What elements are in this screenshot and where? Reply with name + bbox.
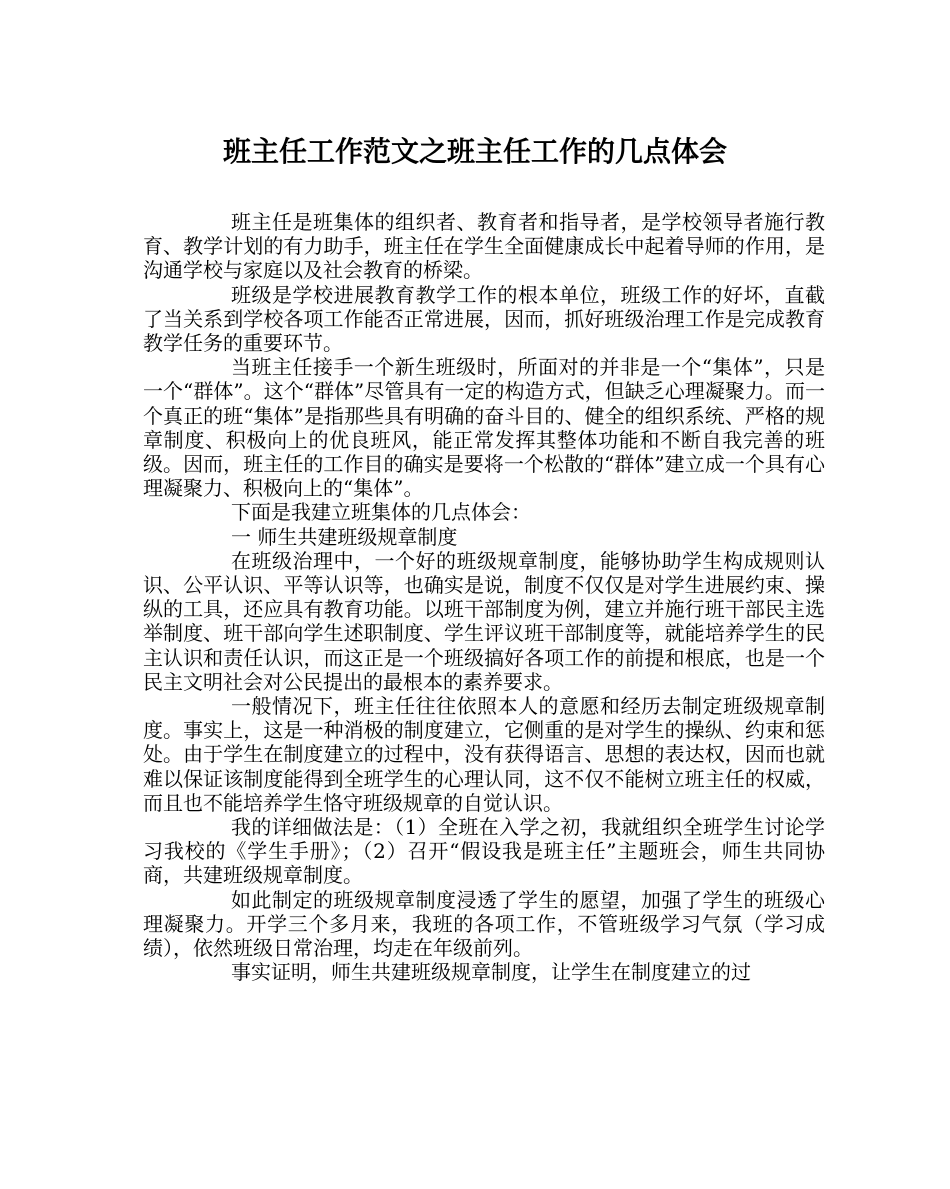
section-heading: 一 师生共建班级规章制度 [231,524,458,549]
document-title: 班主任工作范文之班主任工作的几点体会 [222,135,727,168]
paragraph: 一般情况下，班主任往往依照本人的意愿和经历去制定班级规章制度。事实上，这是一种消极的制度建立，它侧重的是对学生的操纵、约束和惩处。由于学生在制度建立的过程中，没有获得语言、思想的表达权，因而也就难以保证该制度能得到全班学生的心理认同，这不仅不能树立班主任的权威，而且也不能培养学生恪守班级规章的自觉认识。 [143,694,825,815]
paragraph: 在班级治理中，一个好的班级规章制度，能够协助学生构成规则认识、公平认识、平等认识等，也确实是说，制度不仅仅是对学生进展约束、操纵的工具，还应具有教育功能。以班干部制度为例，建立并施行班干部民主选举制度、班干部向学生述职制度、学生评议班干部制度等，就能培养学生的民主认识和责任认识，而这正是一个班级搞好各项工作的前提和根底，也是一个民主文明社会对公民提出的最根本的素养要求。 [143,548,825,694]
paragraph: 如此制定的班级规章制度浸透了学生的愿望，加强了学生的班级心理凝聚力。开学三个多月来，我班的各项工作，不管班级学习气氛（学习成绩），依然班级日常治理，均走在年级前列。 [143,887,825,961]
paragraph: 当班主任接手一个新生班级时，所面对的并非是一个“集体”，只是一个“群体”。这个“群体”尽管具有一定的构造方式，但缺乏心理凝聚力。而一个真正的班“集体”是指那些具有明确的奋斗目的、健全的组织系统、严格的规章制度、积极向上的优良班风，能正常发挥其整体功能和不断自我完善的班级。因而，班主任的工作目的确实是要将一个松散的“群体”建立成一个具有心理凝聚力、积极向上的“集体”。 [143,355,825,501]
document-body [143,210,825,985]
paragraph: 班级是学校进展教育教学工作的根本单位，班级工作的好坏，直截了当关系到学校各项工作能否正常进展，因而，抓好班级治理工作是完成教育教学任务的重要环节。 [143,282,825,356]
paragraph: 事实证明，师生共建班级规章制度，让学生在制度建立的过 [231,960,751,985]
paragraph: 下面是我建立班集体的几点体会： [231,500,531,525]
paragraph: 班主任是班集体的组织者、教育者和指导者，是学校领导者施行教育、教学计划的有力助手，班主任在学生全面健康成长中起着导师的作用，是沟通学校与家庭以及社会教育的桥梁。 [143,210,825,283]
paragraph: 我的详细做法是：（1）全班在入学之初，我就组织全班学生讨论学习我校的《学生手册》；（2）召开“假设我是班主任”主题班会，师生共同协商，共建班级规章制度。 [143,815,825,888]
